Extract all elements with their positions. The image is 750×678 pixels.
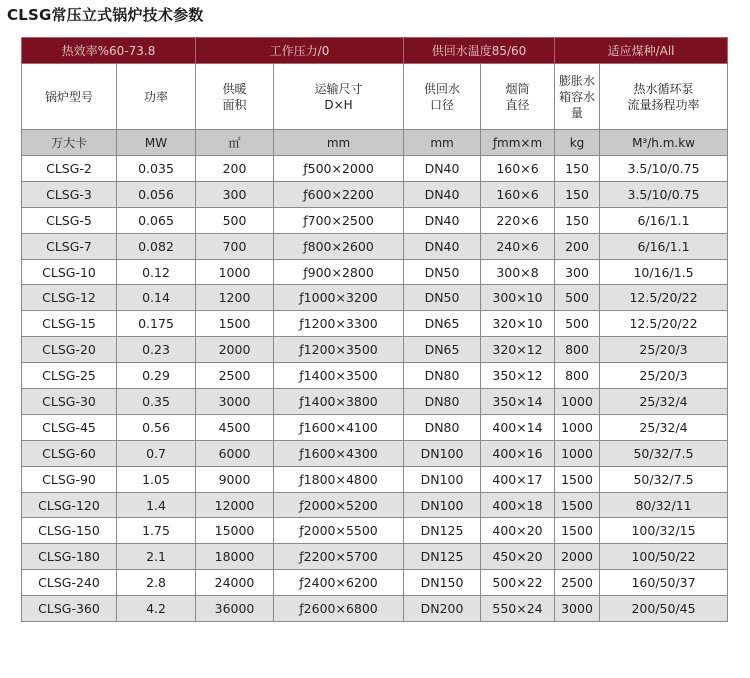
cell-power: 4.2: [117, 596, 196, 622]
cell-heating-area: 15000: [196, 518, 274, 544]
cell-water-diameter: DN40: [404, 181, 481, 207]
cell-heating-area: 700: [196, 233, 274, 259]
table-row: [22, 259, 728, 285]
cell-tank-capacity: 800: [555, 363, 600, 389]
cell-power: 0.23: [117, 337, 196, 363]
cell-power: 0.065: [117, 207, 196, 233]
cell-tank-capacity: 2000: [555, 544, 600, 570]
cell-heating-area: 500: [196, 207, 274, 233]
cell-power: 1.75: [117, 518, 196, 544]
cell-chimney-diameter: 300×8: [481, 259, 555, 285]
cell-tank-capacity: 500: [555, 285, 600, 311]
cell-chimney-diameter: 400×20: [481, 518, 555, 544]
cell-power: 1.4: [117, 492, 196, 518]
cell-heating-area: 300: [196, 181, 274, 207]
cell-pump-spec: 3.5/10/0.75: [600, 181, 728, 207]
cell-transport-size: ƒ2000×5500: [274, 518, 404, 544]
unit-pump-spec: M³/h.m.kw: [600, 130, 728, 156]
cell-chimney-diameter: 320×10: [481, 311, 555, 337]
cell-water-diameter: DN80: [404, 363, 481, 389]
cell-transport-size: ƒ800×2600: [274, 233, 404, 259]
cell-model: CLSG-150: [22, 518, 117, 544]
cell-pump-spec: 80/32/11: [600, 492, 728, 518]
cell-tank-capacity: 1500: [555, 518, 600, 544]
cell-chimney-diameter: 220×6: [481, 207, 555, 233]
cell-chimney-diameter: 450×20: [481, 544, 555, 570]
cell-water-diameter: DN65: [404, 337, 481, 363]
cell-chimney-diameter: 400×14: [481, 414, 555, 440]
cell-model: CLSG-360: [22, 596, 117, 622]
cell-tank-capacity: 200: [555, 233, 600, 259]
cell-power: 0.29: [117, 363, 196, 389]
condition-efficiency: 热效率%60-73.8: [22, 38, 196, 64]
cell-transport-size: ƒ1400×3800: [274, 389, 404, 415]
cell-chimney-diameter: 160×6: [481, 156, 555, 182]
unit-power: MW: [117, 130, 196, 156]
cell-transport-size: ƒ1600×4100: [274, 414, 404, 440]
cell-transport-size: ƒ700×2500: [274, 207, 404, 233]
cell-heating-area: 4500: [196, 414, 274, 440]
cell-water-diameter: DN80: [404, 414, 481, 440]
cell-pump-spec: 100/50/22: [600, 544, 728, 570]
cell-tank-capacity: 150: [555, 156, 600, 182]
table-row: [22, 414, 728, 440]
table-row: [22, 156, 728, 182]
cell-model: CLSG-120: [22, 492, 117, 518]
cell-heating-area: 2000: [196, 337, 274, 363]
cell-chimney-diameter: 550×24: [481, 596, 555, 622]
cell-transport-size: ƒ1200×3300: [274, 311, 404, 337]
header-power: 功率: [117, 64, 196, 130]
cell-chimney-diameter: 320×12: [481, 337, 555, 363]
cell-model: CLSG-3: [22, 181, 117, 207]
cell-transport-size: ƒ2200×5700: [274, 544, 404, 570]
cell-model: CLSG-7: [22, 233, 117, 259]
cell-pump-spec: 200/50/45: [600, 596, 728, 622]
page-title: CLSG常压立式锅炉技术参数: [7, 6, 204, 24]
cell-transport-size: ƒ2400×6200: [274, 570, 404, 596]
cell-water-diameter: DN80: [404, 389, 481, 415]
cell-transport-size: ƒ1800×4800: [274, 466, 404, 492]
cell-power: 0.7: [117, 440, 196, 466]
table-row: [22, 207, 728, 233]
header-water-diameter: 供回水 口径: [404, 64, 481, 130]
cell-model: CLSG-240: [22, 570, 117, 596]
cell-pump-spec: 25/32/4: [600, 414, 728, 440]
cell-chimney-diameter: 350×12: [481, 363, 555, 389]
header-pump-spec: 热水循环泵 流量扬程功率: [600, 64, 728, 130]
cell-heating-area: 1200: [196, 285, 274, 311]
cell-chimney-diameter: 400×16: [481, 440, 555, 466]
cell-transport-size: ƒ600×2200: [274, 181, 404, 207]
cell-tank-capacity: 500: [555, 311, 600, 337]
cell-model: CLSG-5: [22, 207, 117, 233]
cell-chimney-diameter: 160×6: [481, 181, 555, 207]
cell-power: 2.8: [117, 570, 196, 596]
table-row: [22, 181, 728, 207]
cell-transport-size: ƒ2000×5200: [274, 492, 404, 518]
cell-transport-size: ƒ900×2800: [274, 259, 404, 285]
cell-model: CLSG-20: [22, 337, 117, 363]
table-row: [22, 544, 728, 570]
condition-pressure: 工作压力/0: [196, 38, 404, 64]
cell-model: CLSG-45: [22, 414, 117, 440]
cell-power: 0.56: [117, 414, 196, 440]
cell-chimney-diameter: 300×10: [481, 285, 555, 311]
unit-chimney-diameter: ƒmm×m: [481, 130, 555, 156]
table-row: [22, 389, 728, 415]
condition-water-temp: 供回水温度85/60: [404, 38, 555, 64]
unit-water-diameter: mm: [404, 130, 481, 156]
spec-table: [21, 37, 728, 622]
cell-pump-spec: 6/16/1.1: [600, 207, 728, 233]
table-row: [22, 466, 728, 492]
header-transport-size: 运输尺寸 D×H: [274, 64, 404, 130]
unit-tank-capacity: kg: [555, 130, 600, 156]
cell-heating-area: 36000: [196, 596, 274, 622]
cell-water-diameter: DN100: [404, 492, 481, 518]
cell-pump-spec: 50/32/7.5: [600, 440, 728, 466]
cell-water-diameter: DN40: [404, 156, 481, 182]
cell-transport-size: ƒ500×2000: [274, 156, 404, 182]
cell-power: 1.05: [117, 466, 196, 492]
cell-tank-capacity: 800: [555, 337, 600, 363]
cell-power: 2.1: [117, 544, 196, 570]
cell-model: CLSG-180: [22, 544, 117, 570]
header-chimney-diameter: 烟筒 直径: [481, 64, 555, 130]
cell-power: 0.12: [117, 259, 196, 285]
cell-transport-size: ƒ1400×3500: [274, 363, 404, 389]
cell-chimney-diameter: 240×6: [481, 233, 555, 259]
cell-pump-spec: 100/32/15: [600, 518, 728, 544]
cell-model: CLSG-2: [22, 156, 117, 182]
cell-heating-area: 9000: [196, 466, 274, 492]
condition-coal-type: 适应煤种/All: [555, 38, 728, 64]
cell-transport-size: ƒ1600×4300: [274, 440, 404, 466]
cell-tank-capacity: 150: [555, 207, 600, 233]
cell-power: 0.35: [117, 389, 196, 415]
table-row: [22, 233, 728, 259]
cell-chimney-diameter: 350×14: [481, 389, 555, 415]
cell-heating-area: 200: [196, 156, 274, 182]
unit-transport-size: mm: [274, 130, 404, 156]
cell-transport-size: ƒ1200×3500: [274, 337, 404, 363]
cell-power: 0.082: [117, 233, 196, 259]
cell-model: CLSG-10: [22, 259, 117, 285]
cell-power: 0.056: [117, 181, 196, 207]
cell-model: CLSG-15: [22, 311, 117, 337]
cell-pump-spec: 12.5/20/22: [600, 285, 728, 311]
cell-model: CLSG-60: [22, 440, 117, 466]
cell-heating-area: 1500: [196, 311, 274, 337]
cell-pump-spec: 3.5/10/0.75: [600, 156, 728, 182]
cell-water-diameter: DN50: [404, 285, 481, 311]
spec-table-container: [21, 37, 727, 622]
cell-power: 0.175: [117, 311, 196, 337]
cell-water-diameter: DN50: [404, 259, 481, 285]
cell-heating-area: 12000: [196, 492, 274, 518]
header-model: 锅炉型号: [22, 64, 117, 130]
cell-chimney-diameter: 400×18: [481, 492, 555, 518]
cell-water-diameter: DN150: [404, 570, 481, 596]
cell-tank-capacity: 1500: [555, 492, 600, 518]
cell-water-diameter: DN125: [404, 544, 481, 570]
cell-pump-spec: 6/16/1.1: [600, 233, 728, 259]
cell-water-diameter: DN40: [404, 207, 481, 233]
cell-pump-spec: 12.5/20/22: [600, 311, 728, 337]
table-row: [22, 518, 728, 544]
cell-pump-spec: 25/20/3: [600, 363, 728, 389]
header-tank-capacity: 膨胀水 箱容水 量: [555, 64, 600, 130]
cell-water-diameter: DN100: [404, 440, 481, 466]
table-row: [22, 363, 728, 389]
cell-heating-area: 24000: [196, 570, 274, 596]
cell-model: CLSG-12: [22, 285, 117, 311]
cell-heating-area: 2500: [196, 363, 274, 389]
conditions-row: [22, 38, 728, 64]
cell-water-diameter: DN40: [404, 233, 481, 259]
cell-heating-area: 1000: [196, 259, 274, 285]
unit-heating-area: ㎡: [196, 130, 274, 156]
table-row: [22, 596, 728, 622]
cell-pump-spec: 160/50/37: [600, 570, 728, 596]
table-row: [22, 337, 728, 363]
cell-pump-spec: 25/32/4: [600, 389, 728, 415]
cell-tank-capacity: 3000: [555, 596, 600, 622]
cell-heating-area: 18000: [196, 544, 274, 570]
header-row: [22, 64, 728, 130]
table-row: [22, 492, 728, 518]
unit-model: 万大卡: [22, 130, 117, 156]
cell-pump-spec: 50/32/7.5: [600, 466, 728, 492]
cell-tank-capacity: 1000: [555, 440, 600, 466]
cell-water-diameter: DN125: [404, 518, 481, 544]
table-row: [22, 285, 728, 311]
cell-model: CLSG-90: [22, 466, 117, 492]
table-row: [22, 311, 728, 337]
cell-tank-capacity: 1000: [555, 389, 600, 415]
cell-tank-capacity: 2500: [555, 570, 600, 596]
cell-tank-capacity: 300: [555, 259, 600, 285]
cell-water-diameter: DN65: [404, 311, 481, 337]
cell-pump-spec: 25/20/3: [600, 337, 728, 363]
cell-transport-size: ƒ1000×3200: [274, 285, 404, 311]
header-heating-area: 供暖 面积: [196, 64, 274, 130]
cell-pump-spec: 10/16/1.5: [600, 259, 728, 285]
cell-tank-capacity: 150: [555, 181, 600, 207]
unit-row: [22, 130, 728, 156]
table-row: [22, 440, 728, 466]
cell-model: CLSG-30: [22, 389, 117, 415]
cell-tank-capacity: 1500: [555, 466, 600, 492]
cell-water-diameter: DN100: [404, 466, 481, 492]
cell-heating-area: 3000: [196, 389, 274, 415]
cell-transport-size: ƒ2600×6800: [274, 596, 404, 622]
cell-chimney-diameter: 500×22: [481, 570, 555, 596]
cell-chimney-diameter: 400×17: [481, 466, 555, 492]
cell-water-diameter: DN200: [404, 596, 481, 622]
cell-power: 0.035: [117, 156, 196, 182]
cell-model: CLSG-25: [22, 363, 117, 389]
table-row: [22, 570, 728, 596]
cell-tank-capacity: 1000: [555, 414, 600, 440]
cell-power: 0.14: [117, 285, 196, 311]
cell-heating-area: 6000: [196, 440, 274, 466]
